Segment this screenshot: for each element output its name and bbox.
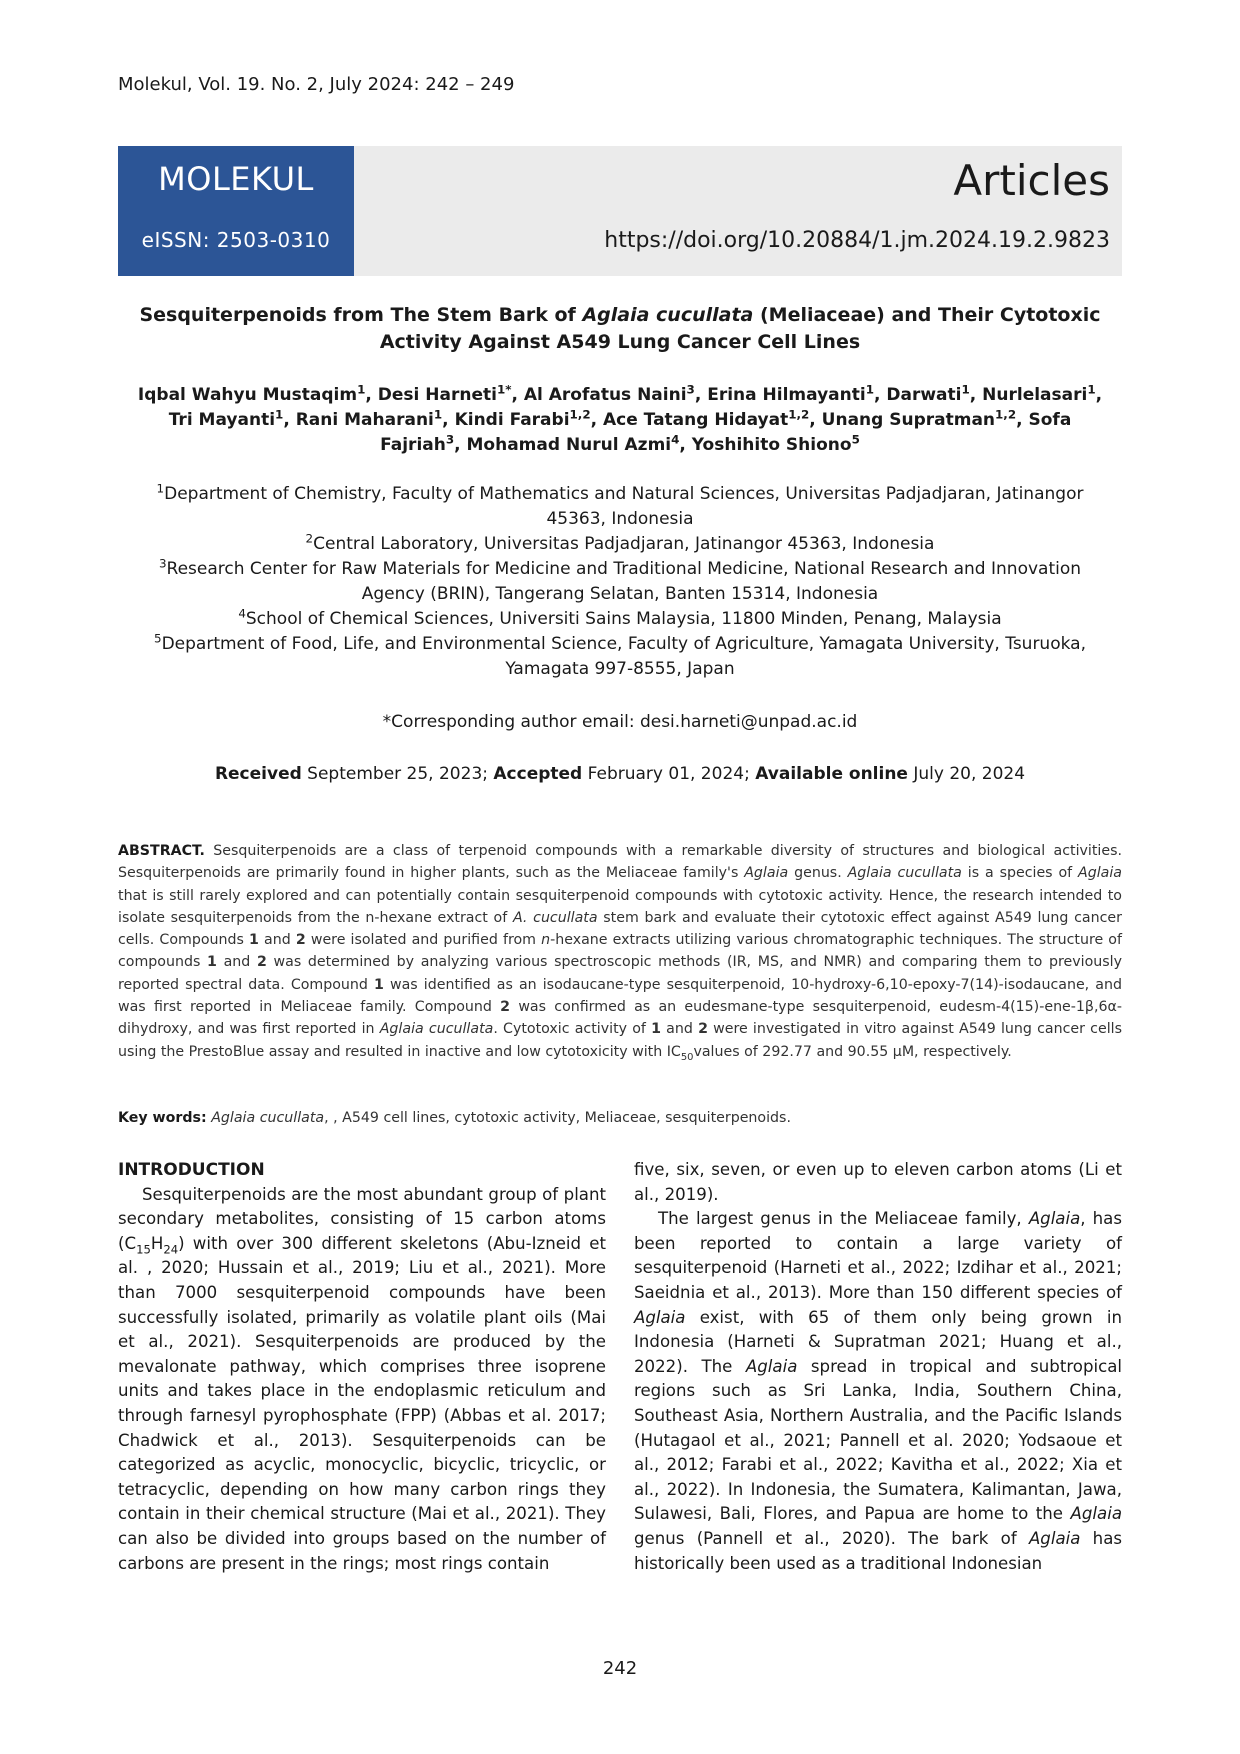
- journal-banner: [118, 146, 1122, 276]
- column-right: [634, 1158, 1122, 1576]
- title-part-1: Sesquiterpenoids from The Stem Bark of: [139, 304, 583, 326]
- author-separator: ,: [694, 385, 708, 405]
- author-affiliation-mark: 5: [851, 432, 860, 447]
- abstract-segment: were investigated in vitro against A549 lung cancer cells using the PrestoBlue assay and resulted in inactive and low cytotoxicity with IC: [118, 1021, 1122, 1060]
- abstract-segment: 50: [680, 1051, 694, 1063]
- online-label: Available online: [755, 764, 908, 784]
- affiliation-text: Department of Food, Life, and Environmental Science, Faculty of Agriculture, Yamagata University, Tsuruoka, Yamagata 997-8555, Japan: [161, 634, 1086, 679]
- author-name: Rani Maharani: [295, 410, 434, 430]
- author-separator: ,: [873, 385, 887, 405]
- corresponding-email[interactable]: Corresponding author email: desi.harneti@unpad.ac.id: [391, 712, 858, 732]
- author-separator: ,: [454, 435, 467, 455]
- author-name: Iqbal Wahyu Mustaqim: [137, 385, 358, 405]
- intro-paragraph-1-continued: five, six, seven, or even up to eleven carbon atoms (Li et al., 2019).: [634, 1160, 1122, 1204]
- affiliation-number: 1: [156, 481, 165, 496]
- abstract-segment: stem bark and evaluate their cytotoxic effect against A549 lung cancer cells. Compounds: [118, 909, 1122, 949]
- intro-right-segment: spread in tropical and subtropical regions such as Sri Lanka, India, Southern China, Southeast Asia, Northern Australia, and the Pacific Islands (Hutagaol et al., 2021; Pannell et al. 2020; Yodsaoue et al., 2012; Farabi et al., 2022; Kavitha et al., 2022; Xia et al., 2022). In Indonesia, the Sumatera, Kalimantan, Jawa, Sulawesi, Bali, Flores, and Papua are home to the: [634, 1356, 1122, 1524]
- section-label: Articles: [953, 156, 1110, 205]
- received-date: September 25, 2023;: [301, 764, 494, 784]
- keywords: [118, 1110, 1122, 1126]
- title-species: Aglaia cucullata: [582, 304, 754, 326]
- intro-paragraph-1: [118, 1183, 606, 1577]
- author-separator: ,: [1095, 385, 1103, 405]
- author-name: Ace Tatang Hidayat: [603, 410, 789, 430]
- author-separator: ,: [969, 385, 983, 405]
- intro-right-segment: Aglaia: [1028, 1209, 1081, 1229]
- abstract-segment: Aglaia cucullata: [379, 1021, 494, 1038]
- author-affiliation-mark: 1: [433, 407, 443, 422]
- intro-right-segment: genus (Pannell et al., 2020). The bark of: [634, 1528, 1029, 1548]
- keywords-label: Key words:: [118, 1110, 207, 1126]
- accepted-date: February 01, 2024;: [582, 764, 756, 784]
- author-affiliation-mark: 4: [671, 432, 680, 447]
- author-affiliation-mark: 3: [445, 432, 455, 447]
- abstract-segment: Aglaia: [1078, 865, 1122, 882]
- abstract-segment: 1: [374, 976, 384, 993]
- author-separator: ,: [679, 435, 692, 455]
- author-name: Tri Mayanti: [168, 410, 276, 430]
- abstract-segment: A. cucullata: [512, 909, 598, 926]
- abstract-segment: Aglaia cucullata: [847, 865, 962, 882]
- abstract-segment: is a species of: [961, 865, 1079, 882]
- author-name: Nurlelasari: [982, 385, 1088, 405]
- abstract-segment: 2: [500, 999, 511, 1016]
- abstract-segment: Aglaia: [744, 865, 789, 882]
- author-name: Erina Hilmayanti: [707, 385, 866, 405]
- abstract-segment: 1: [207, 954, 217, 971]
- abstract-segment: was identified as an isodaucane-type sesquiterpenoid, 10-hydroxy-6,10-epoxy-7(14)-isodaucane, and was first reported in Meliaceae family. Compound: [118, 976, 1122, 1016]
- abstract-segment: 2: [295, 932, 306, 949]
- author-affiliation-mark: 1,2: [788, 407, 810, 422]
- author-separator: ,: [511, 385, 524, 405]
- intro-left-segment: 15: [136, 1242, 151, 1257]
- abstract-segment: were isolated and purified from: [305, 932, 542, 949]
- author-separator: ,: [365, 385, 378, 405]
- abstract-segment: was confirmed as an eudesmane-type sesquiterpenoid, eudesm-4(15)-ene-1β,6α-dihydroxy, and was first reported in: [118, 999, 1122, 1038]
- author-name: Mohamad Nurul Azmi: [466, 435, 672, 455]
- keywords-segment: , , A549 cell lines, cytotoxic activity, Meliaceae, sesquiterpenoids.: [324, 1110, 791, 1126]
- affiliation-text: Research Center for Raw Materials for Medicine and Traditional Medicine, National Research and Innovation Agency (BRIN), Tangerang Selatan, Banten 15314, Indonesia: [166, 559, 1082, 604]
- abstract-label: ABSTRACT.: [118, 843, 205, 859]
- received-label: Received: [214, 764, 302, 784]
- author-name: Al Arofatus Naini: [523, 385, 687, 405]
- title-part-2: (Meliaceae) and Their Cytotoxic Activity Against A549 Lung Cancer Cell Lines: [379, 304, 1101, 353]
- affiliation-text: Department of Chemistry, Faculty of Mathematics and Natural Sciences, Universitas Padjadjaran, Jatinangor 45363, Indonesia: [164, 484, 1084, 529]
- abstract: [118, 840, 1122, 1063]
- abstract-segment: 1: [651, 1021, 661, 1038]
- author-affiliation-mark: 3: [686, 382, 695, 397]
- accepted-label: Accepted: [493, 764, 583, 784]
- affiliation-text: School of Chemical Sciences, Universiti Sains Malaysia, 11800 Minden, Penang, Malaysia: [245, 609, 1002, 629]
- intro-right-segment: , has been reported to contain a large variety of sesquiterpenoid (Harneti et al., 2022; Izdihar et al., 2021; Saeidnia et al., 2013). More than 150 different species of: [634, 1209, 1122, 1302]
- intro-left-segment: H: [150, 1233, 164, 1253]
- affiliations: [130, 482, 1110, 682]
- intro-paragraph-2: [634, 1207, 1122, 1576]
- intro-right-segment: exist, with 65 of them only being grown in Indonesia (Harneti & Supratman 2021; Huang et al., 2022). The: [634, 1307, 1122, 1376]
- intro-right-segment: Aglaia: [1070, 1504, 1122, 1524]
- author-name: Kindi Farabi: [454, 410, 570, 430]
- abstract-segment: . Cytotoxic activity of: [493, 1021, 652, 1038]
- abstract-body: [118, 843, 1122, 1063]
- author-affiliation-mark: 1: [961, 382, 970, 397]
- doi-link[interactable]: https://doi.org/10.20884/1.jm.2024.19.2.9823: [604, 228, 1110, 253]
- abstract-segment: and: [216, 954, 257, 971]
- abstract-segment: values of 292.77 and 90.55 μM, respectively.: [693, 1043, 1012, 1060]
- keywords-segment: Aglaia cucullata: [211, 1110, 325, 1126]
- intro-right-segment: Aglaia: [745, 1356, 798, 1376]
- author-separator: ,: [442, 410, 455, 430]
- abstract-segment: n: [541, 932, 551, 949]
- article-dates: [130, 764, 1110, 784]
- abstract-segment: 2: [256, 954, 267, 971]
- abstract-segment: and: [660, 1021, 699, 1038]
- affiliation: [130, 607, 1110, 632]
- author-affiliation-mark: 1: [1087, 382, 1096, 397]
- intro-left-segment: Sesquiterpenoids are the most abundant group of plant secondary metabolites, consisting of 15 carbon atoms (C: [118, 1184, 606, 1253]
- author-separator: ,: [809, 410, 822, 430]
- abstract-segment: 1: [249, 932, 259, 949]
- running-head: Molekul, Vol. 19. No. 2, July 2024: 242 – 249: [118, 74, 515, 95]
- journal-name: MOLEKUL: [158, 160, 314, 198]
- affiliation: [130, 632, 1110, 682]
- corresponding-asterisk: *: [382, 712, 392, 732]
- affiliation-text: Central Laboratory, Universitas Padjadjaran, Jatinangor 45363, Indonesia: [313, 534, 935, 554]
- affiliation: [130, 482, 1110, 532]
- keywords-body: [207, 1110, 791, 1126]
- author-affiliation-mark: 1: [865, 382, 874, 397]
- author-affiliation-mark: 1,2: [995, 407, 1017, 422]
- author-name: Yoshihito Shiono: [691, 435, 852, 455]
- intro-left-segment: ) with over 300 different skeletons (Abu-Izneid et al. , 2020; Hussain et al., 2019; Liu et al., 2021). More than 7000 sesquiterpenoid compounds have been successfully isolated, primarily as volatile plant oils (Mai et al., 2021). Sesquiterpenoids are produced by the mevalonate pathway, which comprises three isoprene units and takes place in the endoplasmic reticulum and through farnesyl pyrophosphate (FPP) (Abbas et al. 2017; Chadwick et al., 2013). Sesquiterpenoids can be categorized as acyclic, monocyclic, bicyclic, tricyclic, or tetracyclic, depending on how many carbon rings they contain in their chemical structure (Mai et al., 2021). They can also be divided into groups based on the number of carbons are present in the rings; most rings contain: [118, 1233, 606, 1573]
- abstract-segment: -hexane extracts utilizing various chromatographic techniques. The structure of compounds: [118, 932, 1122, 971]
- affiliation-number: 3: [158, 556, 167, 571]
- affiliation-number: 5: [154, 631, 162, 646]
- author-name: Sofa Fajriah: [380, 410, 1072, 455]
- article-info-bar: [354, 146, 1122, 276]
- abstract-segment: that is still rarely explored and can potentially contain sesquiterpenoid compounds with cytotoxic activity. Hence, the research intended to isolate sesquiterpenoids from the n-hexane extract of: [118, 887, 1122, 926]
- author-name: Darwati: [886, 385, 962, 405]
- section-heading-introduction: INTRODUCTION: [118, 1160, 265, 1180]
- issn: eISSN: 2503-0310: [141, 228, 331, 252]
- affiliation: [130, 557, 1110, 607]
- author-separator: ,: [283, 410, 296, 430]
- author-affiliation-mark: 1*: [496, 382, 512, 397]
- abstract-segment: 2: [698, 1021, 708, 1038]
- abstract-segment: and: [258, 932, 296, 949]
- online-date: July 20, 2024: [907, 764, 1026, 784]
- journal-badge: [118, 146, 354, 276]
- affiliation: [130, 532, 1110, 557]
- intro-right-segment: Aglaia: [634, 1307, 686, 1327]
- author-affiliation-mark: 1: [275, 407, 284, 422]
- intro-right-segment: has historically been used as a traditional Indonesian: [634, 1528, 1123, 1573]
- abstract-segment: genus.: [788, 865, 848, 882]
- article-title: [130, 302, 1110, 356]
- author-name: Unang Supratman: [821, 410, 996, 430]
- author-separator: ,: [590, 410, 603, 430]
- abstract-segment: Sesquiterpenoids are a class of terpenoid compounds with a remarkable diversity of structures and biological activities. Sesquiterpenoids are primarily found in higher plants, such as the Meliaceae family's: [118, 843, 1122, 882]
- intro-right-segment: Aglaia: [1028, 1528, 1081, 1548]
- affiliation-number: 4: [238, 606, 246, 621]
- affiliation-number: 2: [305, 531, 314, 546]
- corresponding-author: [130, 712, 1110, 732]
- author-affiliation-mark: 1: [357, 382, 366, 397]
- abstract-segment: was determined by analyzing various spectroscopic methods (IR, MS, and NMR) and comparing them to previously reported spectral data. Compound: [118, 954, 1122, 993]
- intro-right-segment: The largest genus in the Meliaceae family,: [658, 1209, 1029, 1229]
- author-separator: ,: [1016, 410, 1029, 430]
- author-list: [130, 383, 1110, 458]
- page-number: 242: [602, 1658, 638, 1679]
- author-name: Desi Harneti: [377, 385, 497, 405]
- intro-left-segment: 24: [163, 1242, 179, 1257]
- author-affiliation-mark: 1,2: [569, 407, 591, 422]
- column-left: [118, 1158, 606, 1576]
